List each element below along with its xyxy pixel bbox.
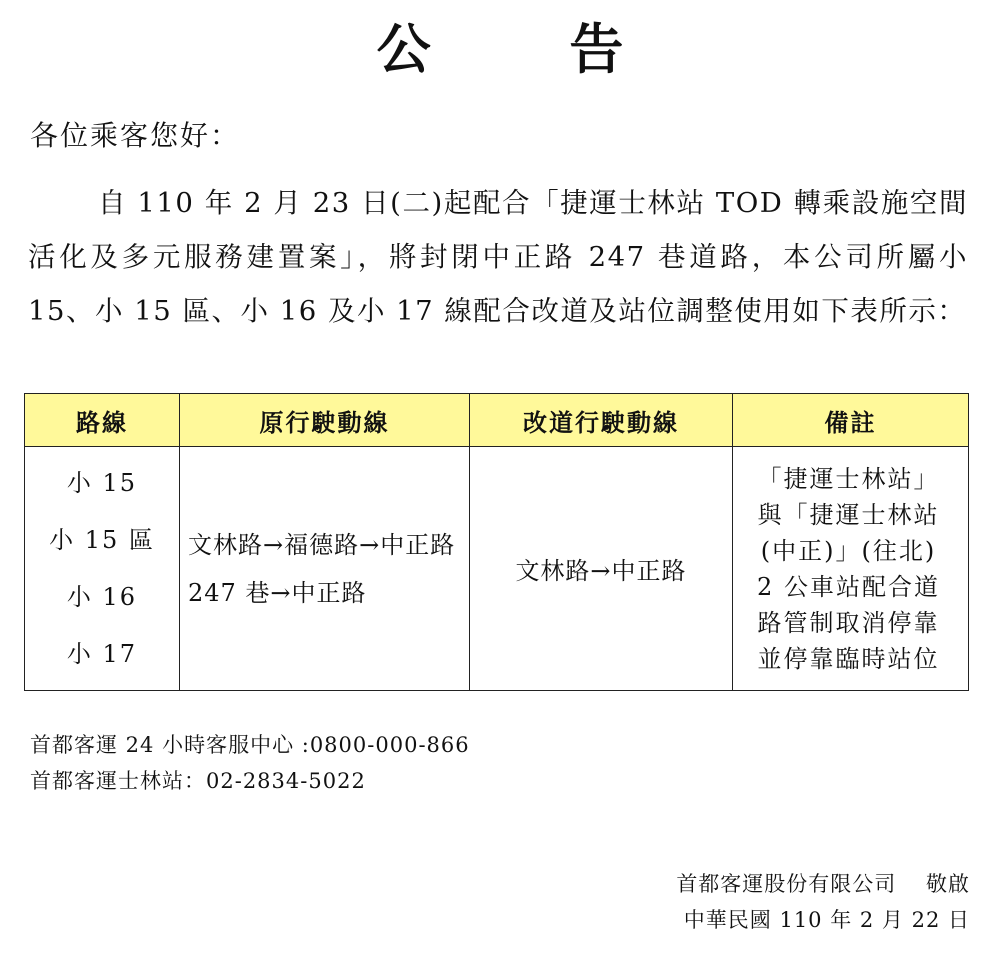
note-line: 路管制取消停靠: [757, 608, 940, 637]
note-line: 2 公車站配合道: [757, 572, 940, 601]
contact-info: [30, 727, 470, 799]
table-row: [25, 447, 969, 691]
customer-service-line: 首都客運 24 小時客服中心 :0800-000-866: [30, 733, 470, 757]
note-line: (中正)」(往北): [760, 536, 937, 565]
note-line: 「捷運士林站」: [757, 464, 940, 493]
notice-body: 自 110 年 2 月 23 日(二)起配合「捷運士林站 TOD 轉乘設施空間活化及多元服務建置案」，將封閉中正路 247 巷道路，本公司所屬小 15、小 15 區、小 16 及小 17 線配合改道及站位調整使用如下表所示：: [28, 187, 968, 327]
header-note: 備註: [733, 394, 969, 447]
notice-title: 公 告: [376, 18, 684, 81]
route-item: 小 16: [66, 582, 138, 611]
route-change-table: [24, 393, 969, 691]
new-route-cell: 文林路→中正路: [470, 447, 733, 691]
station-phone-line: 首都客運士林站：02-2834-5022: [30, 769, 366, 793]
company-signature: 首都客運股份有限公司 敬啟: [676, 872, 970, 896]
header-original-route: 原行駛動線: [180, 394, 470, 447]
header-new-route: 改道行駛動線: [470, 394, 733, 447]
greeting: 各位乘客您好：: [30, 119, 241, 152]
note-line: 並停靠臨時站位: [757, 644, 940, 673]
route-item: 小 15 區: [49, 525, 155, 554]
route-item: 小 15: [66, 468, 138, 497]
original-route-cell: 文林路→福德路→中正路 247 巷→中正路: [180, 447, 470, 691]
header-route: 路線: [25, 394, 180, 447]
note-line: 與「捷運士林站: [757, 500, 940, 529]
note-cell: [733, 447, 969, 691]
table-header-row: [25, 394, 969, 447]
route-item: 小 17: [66, 639, 138, 668]
signoff: [676, 866, 970, 938]
notice-date: 中華民國 110 年 2 月 22 日: [683, 908, 970, 932]
routes-cell: [25, 447, 180, 691]
